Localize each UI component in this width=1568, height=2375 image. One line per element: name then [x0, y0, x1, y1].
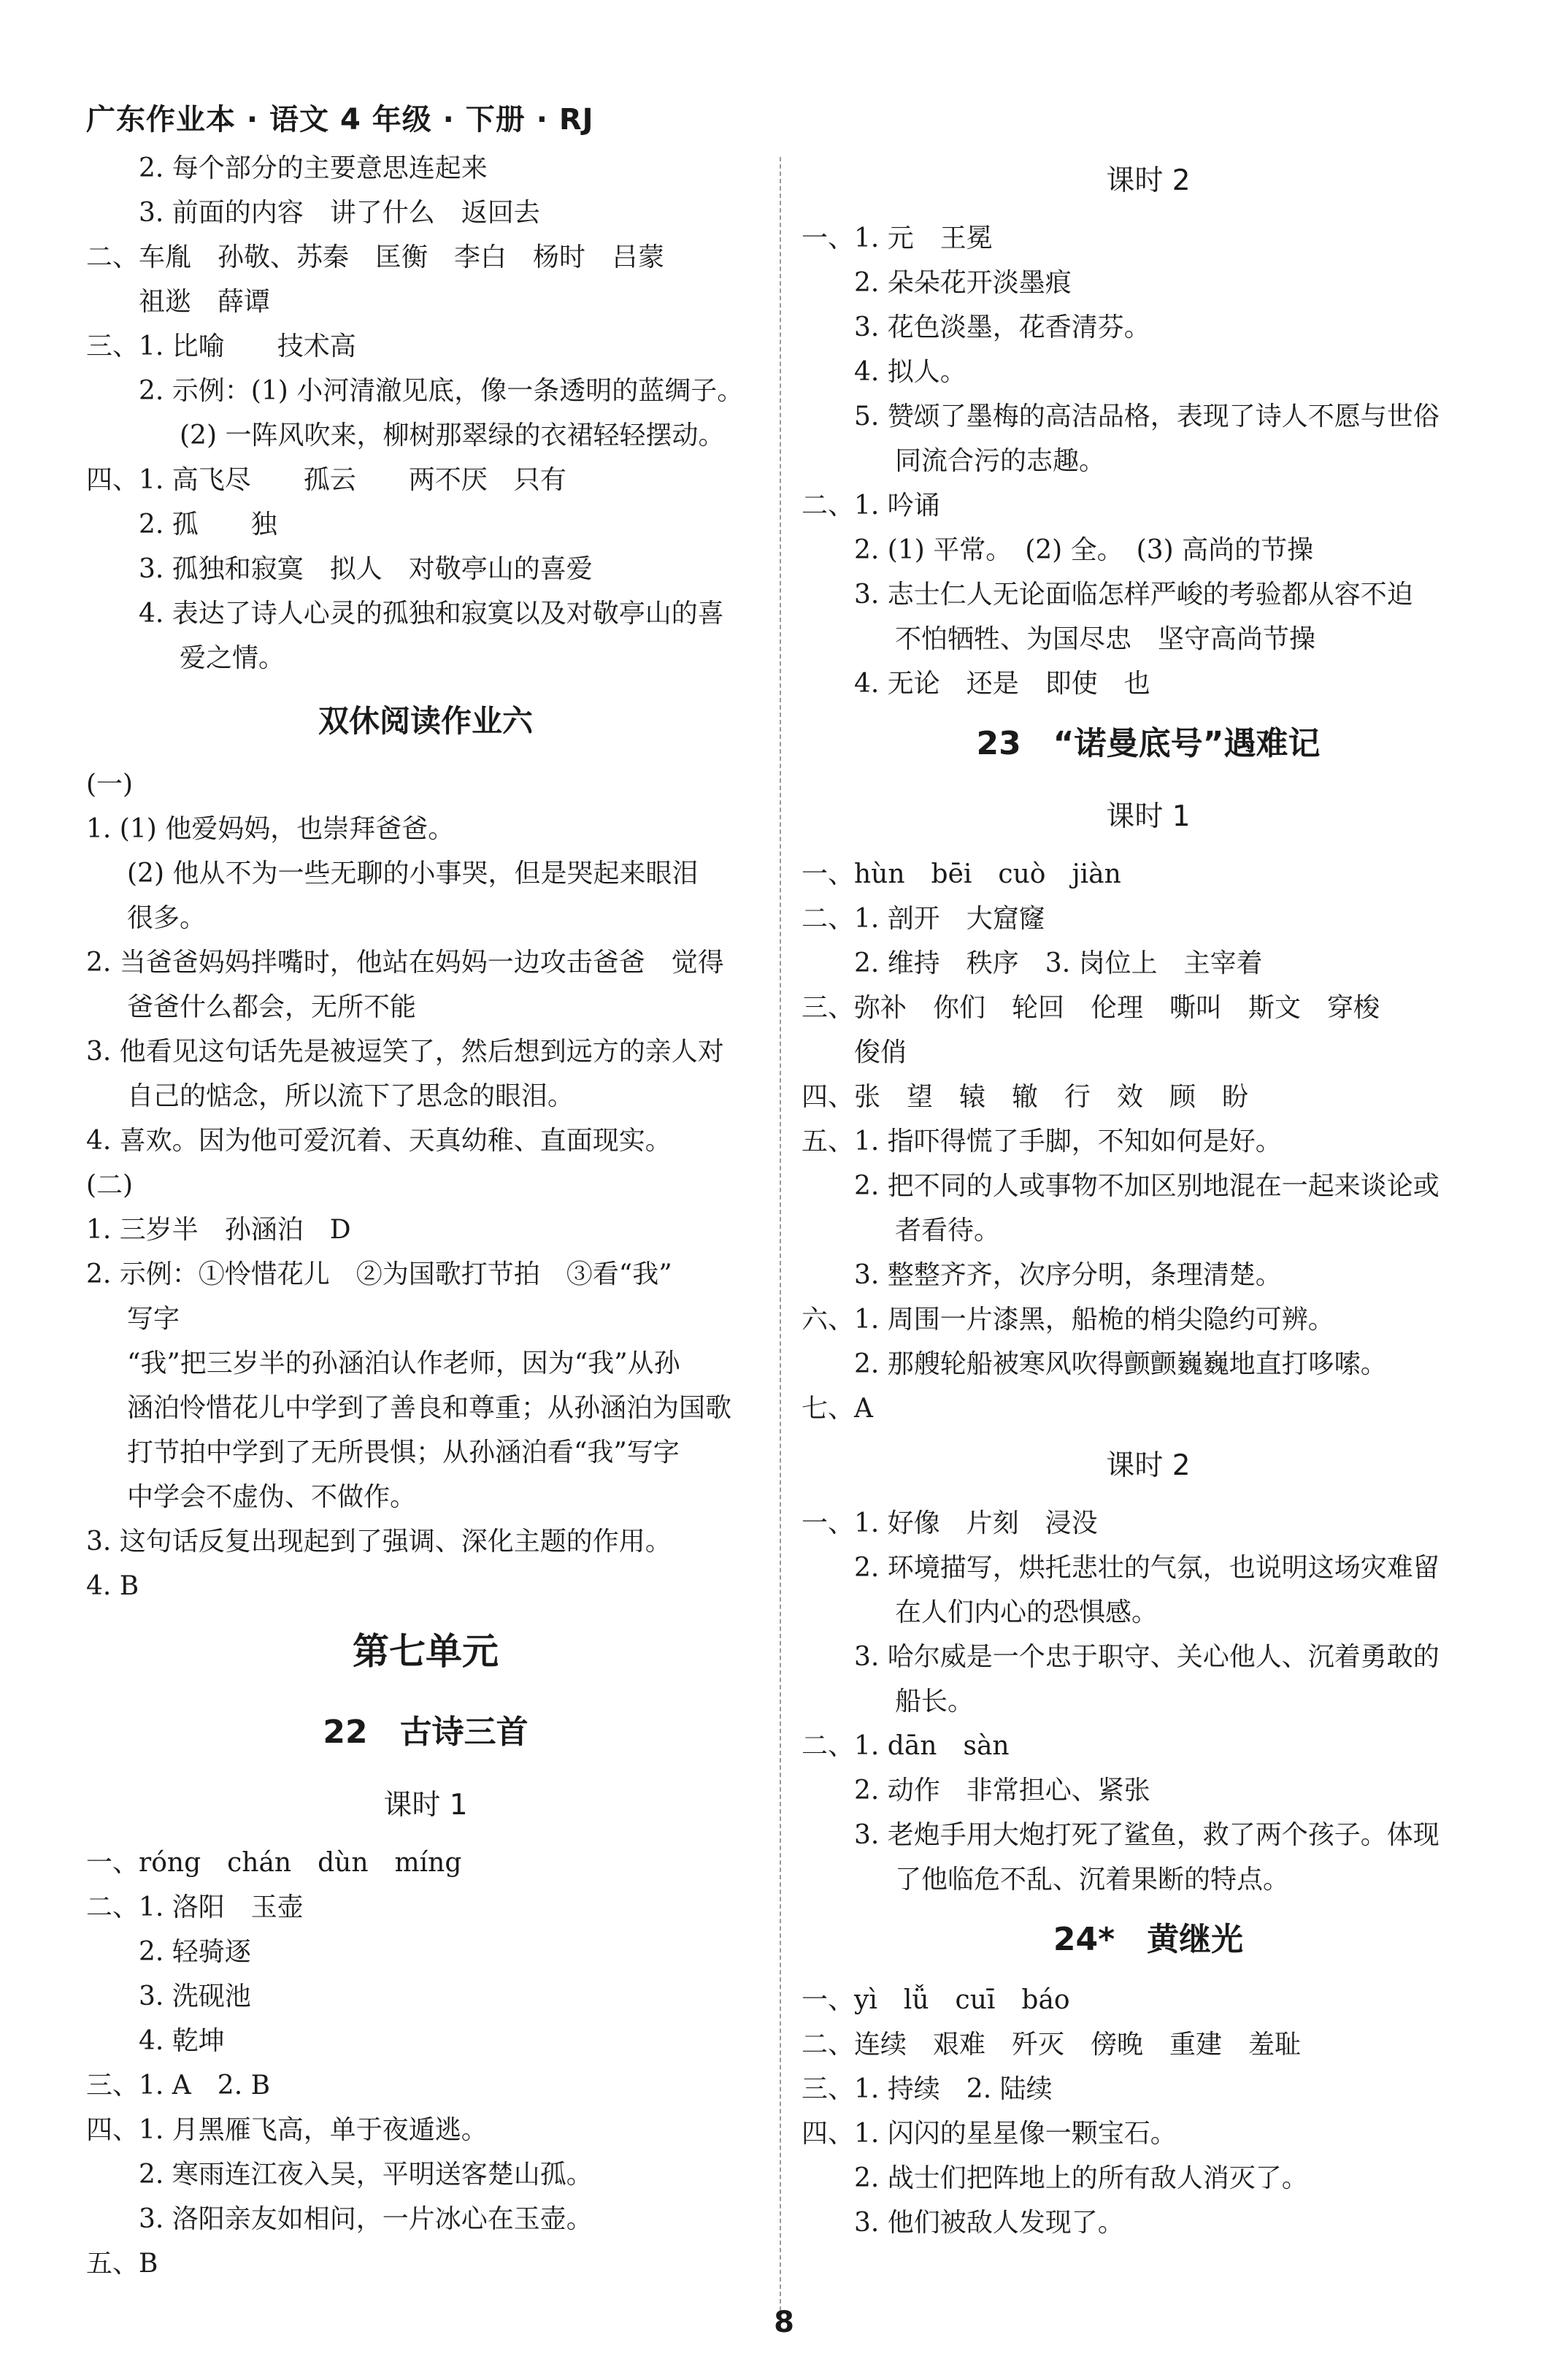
right-answer-line: 3. 志士仁人无论面临怎样严峻的考验都从容不迫	[854, 580, 1413, 610]
right-class-heading: 课时 1	[1106, 800, 1191, 833]
left-unit-heading: 第七单元	[353, 1630, 499, 1673]
left-answer-line: 四、1. 月黑雁飞高，单于夜遁逃。	[86, 2115, 488, 2145]
right-column	[802, 146, 1495, 2245]
left-answer-line: 3. 孤独和寂寞 拟人 对敬亭山的喜爱	[139, 554, 593, 584]
right-answer-line: 2. 环境描写，烘托悲壮的气氛，也说明这场灾难留	[854, 1553, 1440, 1583]
right-answer-line: 2. 战士们把阵地上的所有敌人消灭了。	[854, 2163, 1308, 2193]
left-answer-line: 二、车胤 孙敬、苏秦 匡衡 李白 杨时 吕蒙	[86, 242, 665, 272]
left-answer-line: 四、1. 高飞尽 孤云 两不厌 只有	[86, 465, 566, 495]
left-answer-line: 3. 洛阳亲友如相问，一片冰心在玉壶。	[139, 2204, 593, 2234]
left-answer-line: 二、1. 洛阳 玉壶	[86, 1892, 304, 1922]
right-answer-line: 船长。	[895, 1687, 975, 1716]
right-answer-line: 不怕牺牲、为国尽忠 坚守高尚节操	[895, 624, 1316, 654]
right-answer-line: 2. 动作 非常担心、紧张	[854, 1776, 1150, 1806]
left-answer-line: 4. B	[86, 1571, 139, 1601]
right-answer-line: 3. 花色淡墨，花香清芬。	[854, 312, 1150, 342]
left-answer-line: (一)	[86, 770, 134, 799]
left-answer-line: 爱之情。	[180, 643, 285, 673]
right-answer-line: 在人们内心的恐惧感。	[895, 1597, 1158, 1627]
right-answer-line: 2. 那艘轮船被寒风吹得颤颤巍巍地直打哆嗦。	[854, 1349, 1387, 1379]
left-column	[86, 146, 765, 2286]
right-answer-line: 2. 朵朵花开淡墨痕	[854, 268, 1072, 298]
left-answer-line: 三、1. A 2. B	[86, 2071, 271, 2100]
right-answer-line: 3. 老炮手用大炮打死了鲨鱼，救了两个孩子。体现	[854, 1820, 1440, 1850]
left-answer-line: 2. 孤 独	[139, 510, 277, 540]
right-answer-line: 二、连续 艰难 歼灭 傍晚 重建 羞耻	[802, 2030, 1302, 2060]
left-answer-line: 三、1. 比喻 技术高	[86, 331, 356, 361]
right-answer-line: 俊俏	[854, 1037, 907, 1067]
right-class-heading: 课时 2	[1106, 164, 1191, 197]
right-answer-line: 5. 赞颂了墨梅的高洁品格，表现了诗人不愿与世俗	[854, 402, 1440, 431]
right-answer-line: 四、张 望 辕 辙 行 效 顾 盼	[802, 1082, 1249, 1112]
left-answer-line: 打节拍中学到了无所畏惧；从孙涵泊看“我”写字	[127, 1438, 680, 1467]
left-class-heading: 课时 1	[383, 1789, 468, 1822]
left-answer-line: 五、B	[86, 2249, 158, 2279]
left-answer-line: 自己的惦念，所以流下了思念的眼泪。	[127, 1081, 574, 1111]
left-answer-line: 1. 三岁半 孙涵泊 D	[86, 1215, 351, 1245]
left-answer-line: 1. (1) 他爱妈妈，也崇拜爸爸。	[86, 814, 455, 844]
left-answer-line: 2. 每个部分的主要意思连起来	[139, 153, 488, 183]
page-number: 8	[774, 2306, 794, 2339]
right-answer-line: 四、1. 闪闪的星星像一颗宝石。	[802, 2119, 1177, 2149]
right-class-heading: 课时 2	[1106, 1449, 1191, 1482]
right-answer-line: 二、1. 剖开 大窟窿	[802, 904, 1045, 934]
right-answer-line: 三、1. 持续 2. 陆续	[802, 2074, 1053, 2104]
left-answer-line: 4. 乾坤	[139, 2026, 225, 2056]
right-answer-line: 二、1. 吟诵	[802, 491, 940, 521]
left-answer-line: 3. 他看见这句话先是被逗笑了，然后想到远方的亲人对	[86, 1037, 724, 1067]
book-header: 广东作业本 · 语文 4 年级 · 下册 · RJ	[86, 103, 594, 137]
right-answer-line: 一、yì lǚ cuī báo	[802, 1985, 1070, 2015]
left-answer-line: 涵泊怜惜花儿中学到了善良和尊重；从孙涵泊为国歌	[127, 1393, 732, 1423]
right-answer-line: 六、1. 周围一片漆黑，船桅的梢尖隐约可辨。	[802, 1305, 1334, 1335]
right-answer-line: 3. 他们被敌人发现了。	[854, 2208, 1124, 2238]
left-answer-line: 2. 轻骑逐	[139, 1937, 251, 1967]
right-answer-line: 七、A	[802, 1394, 873, 1424]
right-answer-line: 一、1. 元 王冕	[802, 223, 993, 253]
right-answer-line: 2. 把不同的人或事物不加区别地混在一起来谈论或	[854, 1171, 1440, 1201]
left-answer-line: 祖逖 薛谭	[139, 287, 271, 317]
right-answer-line: 3. 整整齐齐，次序分明，条理清楚。	[854, 1260, 1282, 1290]
right-answer-line: 了他临危不乱、沉着果断的特点。	[895, 1865, 1290, 1895]
right-lesson-heading: 24* 黄继光	[1053, 1921, 1244, 1958]
right-answer-line: 者看待。	[895, 1216, 1001, 1246]
left-answer-line: 3. 洗砚池	[139, 1981, 251, 2011]
left-lesson-heading: 22 古诗三首	[323, 1714, 529, 1751]
left-answer-line: 3. 这句话反复出现起到了强调、深化主题的作用。	[86, 1527, 672, 1557]
right-answer-line: 一、hùn bēi cuò jiàn	[802, 859, 1121, 889]
left-section-heading: 双休阅读作业六	[318, 703, 533, 739]
right-answer-line: 3. 哈尔威是一个忠于职守、关心他人、沉着勇敢的	[854, 1642, 1440, 1672]
right-answer-line: 4. 无论 还是 即使 也	[854, 669, 1150, 699]
left-answer-line: (2) 一阵风吹来，柳树那翠绿的衣裙轻轻摆动。	[180, 421, 725, 450]
left-answer-line: 4. 喜欢。因为他可爱沉着、天真幼稚、直面现实。	[86, 1126, 672, 1156]
left-answer-line: 3. 前面的内容 讲了什么 返回去	[139, 198, 540, 228]
left-answer-line: 2. 当爸爸妈妈拌嘴时，他站在妈妈一边攻击爸爸 觉得	[86, 948, 724, 978]
right-answer-line: 2. 维持 秩序 3. 岗位上 主宰着	[854, 948, 1263, 978]
left-answer-line: 一、róng chán dùn míng	[86, 1848, 462, 1878]
left-answer-line: 2. 示例：(1) 小河清澈见底，像一条透明的蓝绸子。	[139, 376, 744, 406]
left-answer-line: 2. 示例：①怜惜花儿 ②为国歌打节拍 ③看“我”	[86, 1259, 672, 1289]
left-answer-line: “我”把三岁半的孙涵泊认作老师，因为“我”从孙	[127, 1348, 680, 1378]
left-answer-line: (2) 他从不为一些无聊的小事哭，但是哭起来眼泪	[127, 859, 699, 889]
right-lesson-heading: 23 “诺曼底号”遇难记	[976, 725, 1321, 762]
left-answer-line: 中学会不虚伪、不做作。	[127, 1482, 417, 1512]
right-answer-line: 三、弥补 你们 轮回 伦理 嘶叫 斯文 穿梭	[802, 993, 1380, 1023]
right-answer-line: 五、1. 指吓得慌了手脚，不知如何是好。	[802, 1127, 1282, 1156]
right-answer-line: 4. 拟人。	[854, 357, 966, 387]
left-answer-line: 2. 寒雨连江夜入吴，平明送客楚山孤。	[139, 2160, 593, 2190]
column-divider	[780, 157, 781, 2318]
right-answer-line: 一、1. 好像 片刻 浸没	[802, 1508, 1098, 1538]
right-answer-line: 2. (1) 平常。 (2) 全。 (3) 高尚的节操	[854, 535, 1314, 565]
left-answer-line: 很多。	[127, 903, 207, 933]
left-answer-line: 爸爸什么都会，无所不能	[127, 992, 417, 1022]
left-answer-line: (二)	[86, 1170, 134, 1200]
left-answer-line: 4. 表达了诗人心灵的孤独和寂寞以及对敬亭山的喜	[139, 599, 724, 629]
right-answer-line: 同流合污的志趣。	[895, 446, 1106, 476]
left-answer-line: 写字	[127, 1304, 180, 1334]
right-answer-line: 二、1. dān sàn	[802, 1731, 1010, 1761]
